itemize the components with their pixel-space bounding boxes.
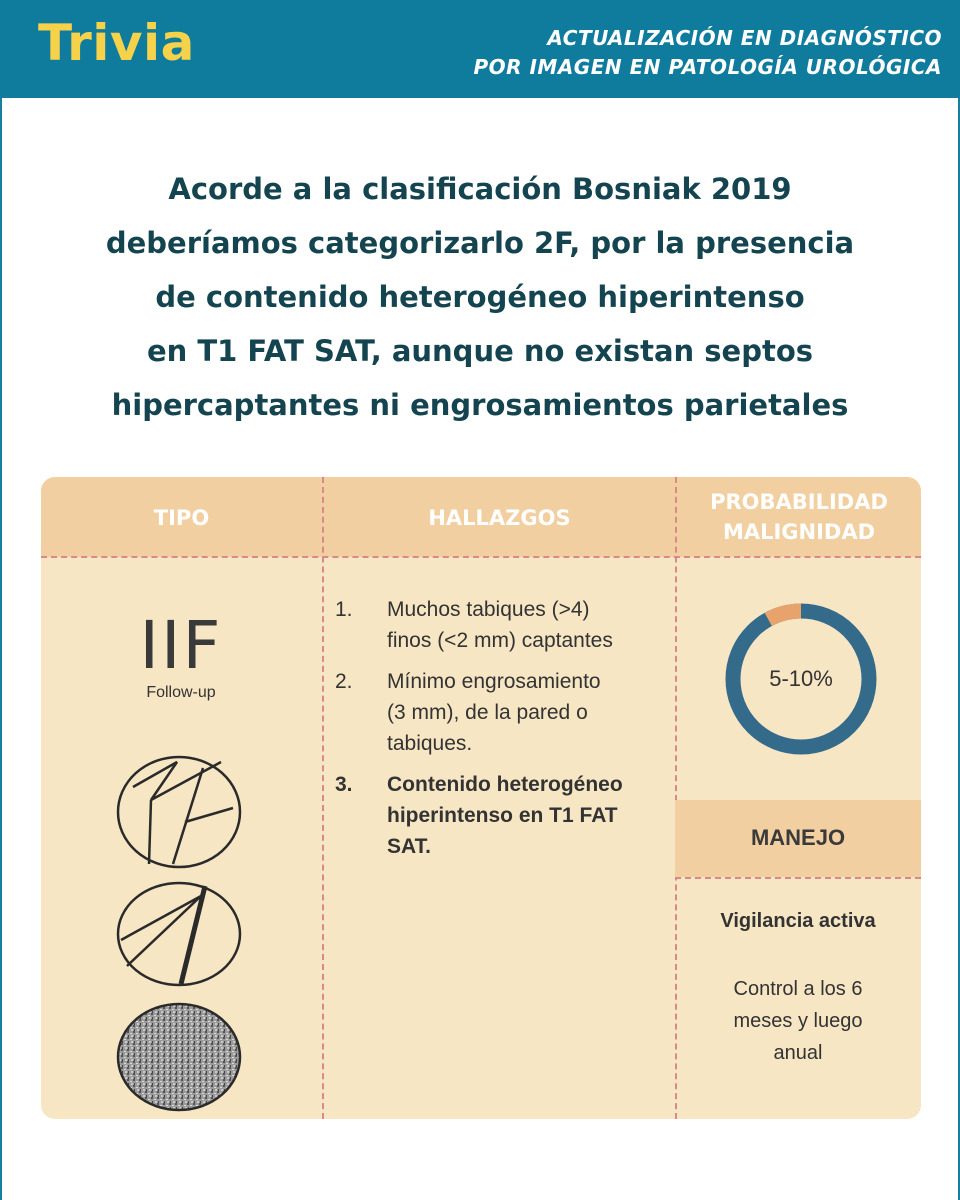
heterogeneous-content-diagram [115, 1001, 245, 1113]
column-header-probabilidad [677, 487, 921, 547]
donut-label: 5-10% [769, 666, 833, 691]
manejo-bottom-divider [675, 877, 921, 879]
malignancy-donut-chart [721, 599, 881, 759]
column-divider-1 [322, 477, 324, 1119]
finding-line: Mínimo engrosamiento [387, 670, 601, 693]
finding-line: hiperintenso en T1 FAT [387, 804, 618, 827]
column-header-hallazgos: HALLAZGOS [428, 506, 571, 530]
finding-number: 2. [335, 670, 353, 693]
finding-line: SAT. [387, 835, 431, 858]
septa-cyst-diagram [115, 752, 245, 872]
manejo-detail-line2: meses y luego [733, 1010, 863, 1032]
header-subtitle-line1: ACTUALIZACIÓN EN DIAGNÓSTICO [547, 26, 942, 50]
bosniak-table [41, 477, 921, 1119]
question-line3: de contenido heterogéneo hiperintenso [155, 280, 805, 314]
brand-title: Trivia [38, 14, 195, 72]
question-line1: Acorde a la clasificación Bosniak 2019 [168, 172, 792, 206]
finding-line: finos (<2 mm) captantes [387, 629, 613, 652]
header-subtitle-line2: POR IMAGEN EN PATOLOGÍA UROLÓGICA [473, 55, 942, 79]
thick-wall-cyst-diagram [115, 880, 245, 990]
finding-line: Contenido heterogéneo [387, 773, 623, 796]
question-text [30, 162, 930, 432]
column-header-probabilidad-line2: MALIGNIDAD [722, 520, 876, 544]
finding-number: 3. [335, 773, 353, 796]
bosniak-category: IIF [139, 607, 223, 684]
manejo-title: MANEJO [750, 825, 846, 850]
finding-line: (3 mm), de la pared o [387, 701, 588, 724]
question-line5: hipercaptantes ni engrosamientos parietales [111, 388, 849, 422]
donut-risk-slice [768, 611, 801, 619]
finding-number: 1. [335, 598, 353, 621]
header-subtitle [342, 24, 942, 82]
question-line4: en T1 FAT SAT, aunque no existan septos [146, 334, 814, 368]
finding-item-3 [335, 769, 675, 862]
column-header-probabilidad-line1: PROBABILIDAD [710, 490, 888, 514]
column-divider-2 [675, 477, 677, 1119]
question-line2: deberíamos categorizarlo 2F, por la presencia [105, 226, 855, 260]
header-divider [41, 556, 921, 558]
manejo-detail-line3: anual [773, 1042, 823, 1064]
manejo-main: Vigilancia activa [720, 910, 876, 932]
manejo-detail [705, 973, 891, 1069]
finding-item-1 [335, 594, 675, 656]
finding-item-2 [335, 666, 675, 759]
finding-line: Muchos tabiques (>4) [387, 598, 590, 621]
findings-list [335, 594, 675, 872]
finding-line: tabiques. [387, 732, 473, 755]
bosniak-category-subtitle: Follow-up [146, 684, 216, 701]
header-bar [0, 0, 960, 98]
manejo-detail-line1: Control a los 6 [733, 978, 863, 1000]
column-header-tipo: TIPO [153, 506, 210, 530]
